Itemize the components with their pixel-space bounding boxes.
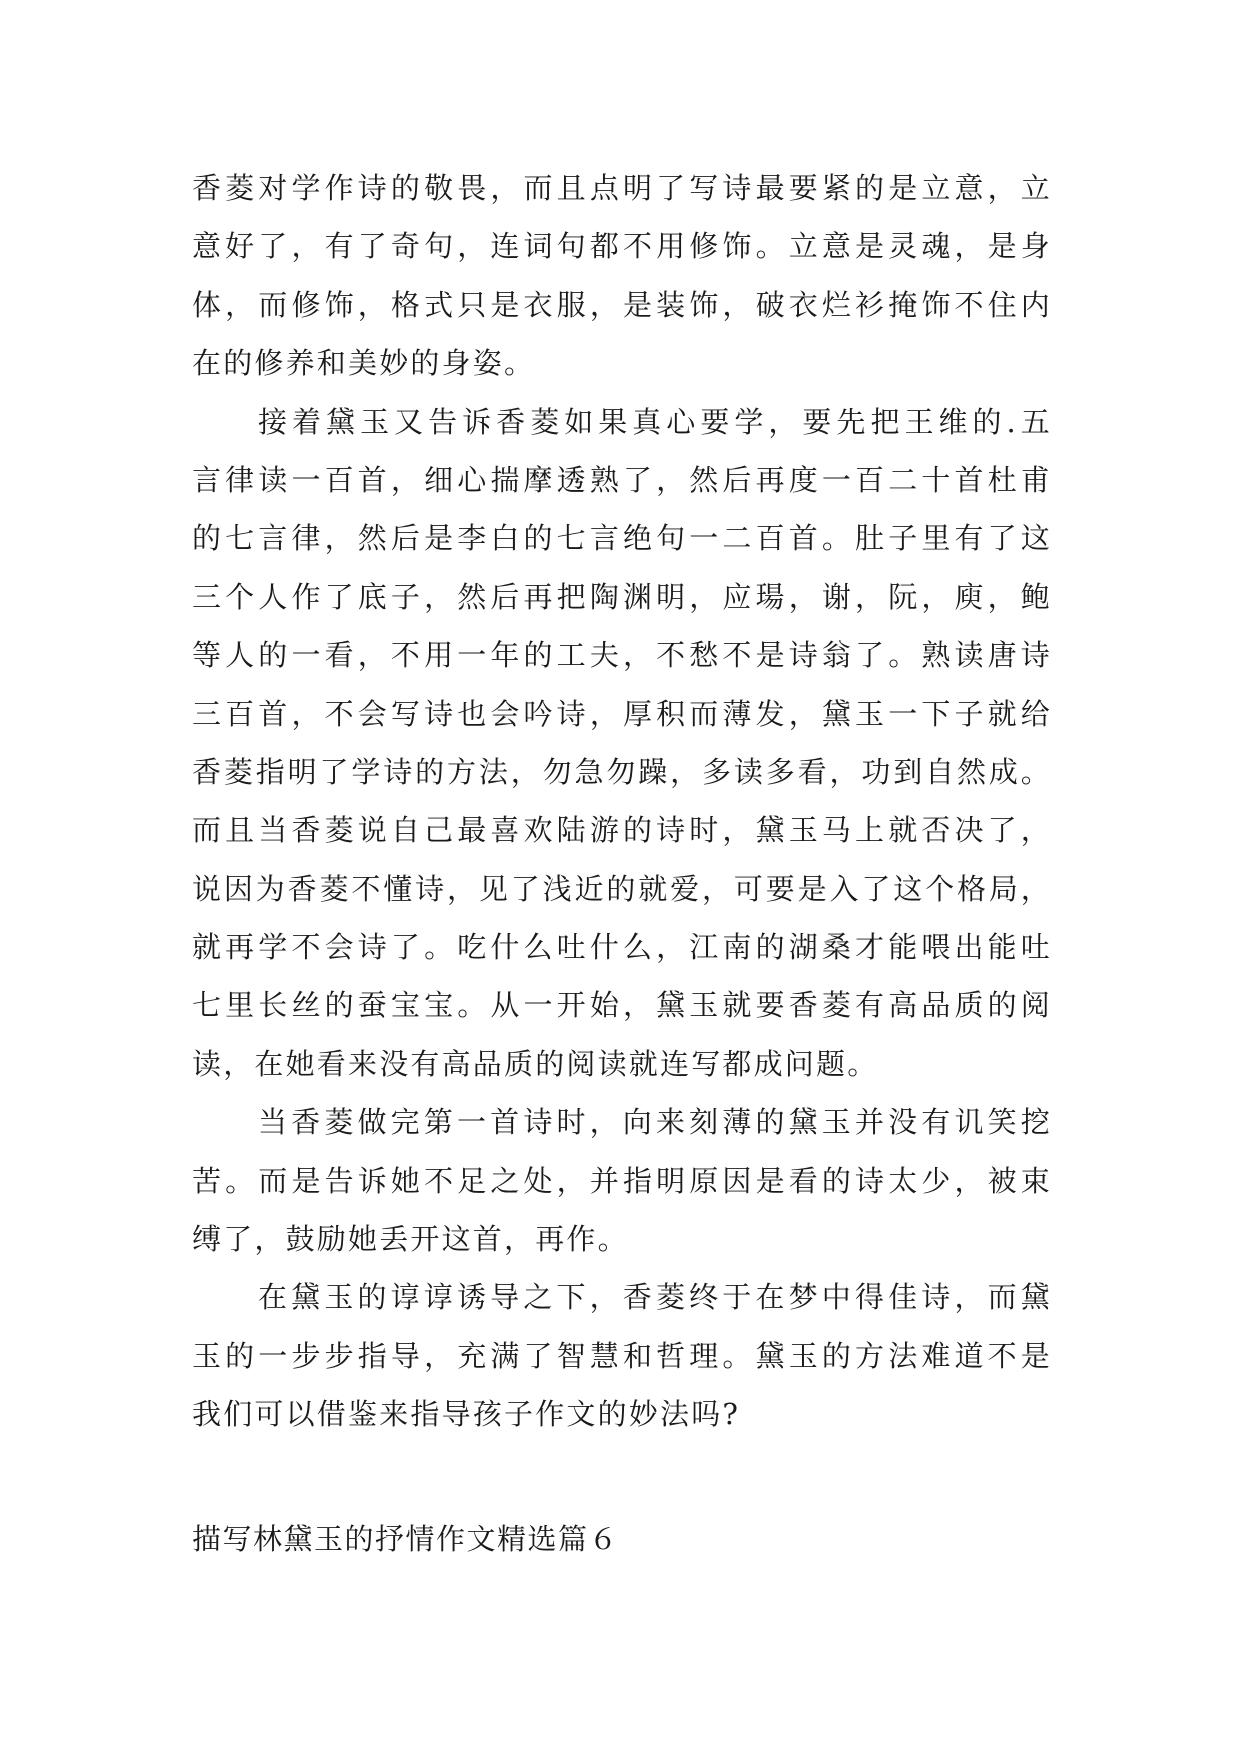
text-line: 香菱指明了学诗的方法，勿急勿躁，多读多看，功到自然成。 [192, 754, 1052, 789]
section-heading: 描写林黛玉的抒情作文精选篇６ [192, 1522, 620, 1556]
text-line: 玉的一步步指导，充满了智慧和哲理。黛玉的方法难道不是 [192, 1338, 1052, 1373]
text-line: 香菱对学作诗的敬畏，而且点明了写诗最要紧的是立意，立 [192, 171, 1052, 205]
text-line: 的七言律，然后是李白的七言绝句一二百首。肚子里有了这 [192, 521, 1052, 556]
text-line: 接着黛玉又告诉香菱如果真心要学，要先把王维的.五 [258, 404, 1052, 439]
text-line: 我们可以借鉴来指导孩子作文的妙法吗? [192, 1397, 741, 1432]
text-line: 说因为香菱不懂诗，见了浅近的就爱，可要是入了这个格局， [192, 871, 1052, 906]
text-line: 在黛玉的谆谆诱导之下，香菱终于在梦中得佳诗，而黛 [258, 1280, 1052, 1315]
article-body [192, 159, 1052, 1444]
text-line: 读，在她看来没有高品质的阅读就连写都成问题。 [192, 1046, 879, 1081]
text-line: 三个人作了底子，然后再把陶渊明，应瑒，谢，阮，庾，鲍 [192, 579, 1052, 614]
text-line: 在的修养和美妙的身姿。 [192, 346, 536, 381]
text-line: 而且当香菱说自己最喜欢陆游的诗时，黛玉马上就否决了， [192, 813, 1052, 848]
text-line: 意好了，有了奇句，连词句都不用修饰。立意是灵魂，是身 [192, 229, 1052, 264]
text-line: 当香菱做完第一首诗时，向来刻薄的黛玉并没有讥笑挖 [258, 1105, 1052, 1140]
text-line: 七里长丝的蚕宝宝。从一开始，黛玉就要香菱有高品质的阅 [192, 988, 1052, 1023]
text-line: 言律读一百首，细心揣摩透熟了，然后再度一百二十首杜甫 [192, 462, 1052, 497]
text-line: 苦。而是告诉她不足之处，并指明原因是看的诗太少，被束 [192, 1163, 1052, 1198]
text-line: 体，而修饰，格式只是衣服，是装饰，破衣烂衫掩饰不住内 [192, 287, 1052, 322]
text-line: 等人的一看，不用一年的工夫，不愁不是诗翁了。熟读唐诗 [192, 638, 1052, 673]
text-line: 就再学不会诗了。吃什么吐什么，江南的湖桑才能喂出能吐 [192, 930, 1052, 965]
text-line: 三百首，不会写诗也会吟诗，厚积而薄发，黛玉一下子就给 [192, 696, 1052, 731]
text-line: 缚了，鼓励她丢开这首，再作。 [192, 1222, 629, 1257]
